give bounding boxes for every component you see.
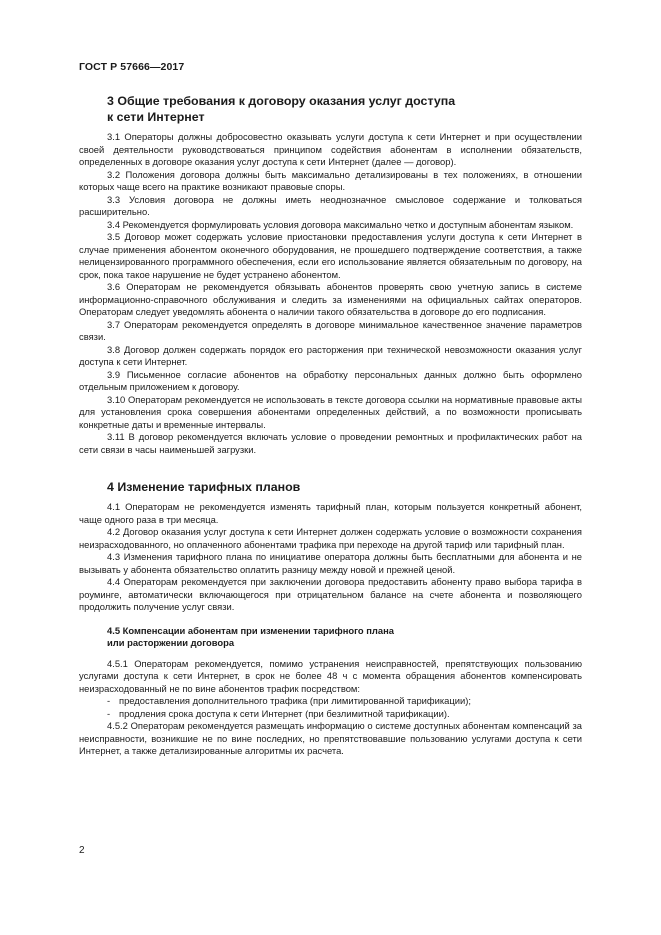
paragraph-3-3: 3.3 Условия договора не должны иметь неоднозначное смысловое содержание и толковаться расширительно. [79,193,582,217]
paragraph-3-11: 3.11 В договор рекомендуется включать условие о проведении ремонтных и профилактических работ на сети связи в часы наименьшей загрузки. [79,431,582,455]
paragraph-3-4: 3.4 Рекомендуется формулировать условия договора максимально четко и доступным абонентам языком. [107,218,574,230]
paragraph-4-1: 4.1 Операторам не рекомендуется изменять тарифный план, которым пользуется конкретный абонент, чаще одного раза в три месяца. [79,501,582,525]
paragraph-3-9: 3.9 Письменное согласие абонентов на обработку персональных данных должно быть оформлено отдельным приложением к договору. [79,368,582,392]
page-content [79,93,582,758]
paragraph-4-5-1: 4.5.1 Операторам рекомендуется, помимо устранения неисправностей, препятствующих пользованию услугами доступа к сети Интернет, в срок не более 48 ч с момента обращения абонентов компенсировать неизрасходованный не по вине абонентов трафик посредством: [79,657,582,694]
paragraph-3-10: 3.10 Операторам рекомендуется не использовать в тексте договора ссылки на нормативные правовые акты для установления срока совершения абонентами определенных действий, а по возможности прописывать конкретные даты и временные интервалы. [79,393,582,430]
document-standard-id: ГОСТ Р 57666—2017 [79,61,185,73]
section-3-heading-line-2: к сети Интернет [107,110,205,124]
subsection-4-5-heading-line-1: 4.5 Компенсации абонентам при изменении тарифного плана [107,624,394,636]
list-item-text: продления срока доступа к сети Интернет (при безлимитной тарификации). [119,707,450,719]
list-item [79,695,582,708]
page-number: 2 [79,845,85,856]
paragraph-3-1: 3.1 Операторы должны добросовестно оказывать услуги доступа к сети Интернет и при осуществлении своей деятельности руководствоваться принципом содействия абонентам в исполнении обязательств, определенных в договоре оказания услуг доступа к сети Интернет (далее — договор). [79,131,582,167]
paragraph-4-4: 4.4 Операторам рекомендуется при заключении договора предоставить абоненту право выбора тарифа в роуминге, автоматически включающегося при отрицательном балансе на счете абонента и позволяющего продолжить получение услуг связи. [79,576,582,612]
paragraph-3-8: 3.8 Договор должен содержать порядок его расторжения при технической невозможности оказания услуг доступа к сети Интернет. [79,343,582,367]
section-3-heading-line-1: 3 Общие требования к договору оказания услуг доступа [107,94,456,108]
paragraph-4-2: 4.2 Договор оказания услуг доступа к сети Интернет должен содержать условие о возможности сохранения неизрасходованного, но оплаченного абонентами трафика при переходе на другой тариф или тарифный план. [79,526,582,550]
subsection-4-5-heading-line-2: или расторжении договора [107,637,235,648]
paragraph-4-5-2: 4.5.2 Операторам рекомендуется размещать информацию о системе доступных абонентам компенсаций за неисправности, возникшие не по вине последних, но препятствовавшие пользованию услугами доступа к сети Интернет, а также детализированные алгоритмы их расчета. [79,720,582,756]
section-3-heading [79,93,582,125]
paragraph-3-6: 3.6 Операторам не рекомендуется обязывать абонентов проверять свою учетную запись в системе информационно-справочного обслуживания и следить за изменениями на официальных сайтах операторов. Операторам следует уведомлять абонента о наличии такого обязательства в договоре до его подписания. [79,281,582,317]
list-dash: - [107,707,111,719]
paragraph-3-7: 3.7 Операторам рекомендуется определять в договоре минимальное качественное значение параметров связи. [79,318,582,342]
paragraph-3-2: 3.2 Положения договора должны быть максимально детализированы в тех положениях, в отношении которых чаще всего на практике возникают правовые споры. [79,168,582,192]
subsection-4-5-heading [79,625,582,650]
paragraph-3-5: 3.5 Договор может содержать условие приостановки предоставления услуги доступа к сети Интернет в случае применения абонентом оконечного оборудования, не прошедшего подтверждение соответствия, а также нелицензированного программного обеспечения, если его использование является обязательным по договору, на срок, пока такое нарушение не будет устранено абонентом. [79,231,582,280]
list-dash: - [107,695,111,706]
list-item [79,708,582,721]
list-item-text: предоставления дополнительного трафика (при лимитированной тарификации); [119,695,471,706]
section-4-heading: 4 Изменение тарифных планов [107,480,301,494]
paragraph-4-3: 4.3 Изменения тарифного плана по инициативе оператора должны быть бесплатными для абонента и не вызывать у абонента обязательство оплатить разницу между новой и прежней ценой. [79,551,582,575]
